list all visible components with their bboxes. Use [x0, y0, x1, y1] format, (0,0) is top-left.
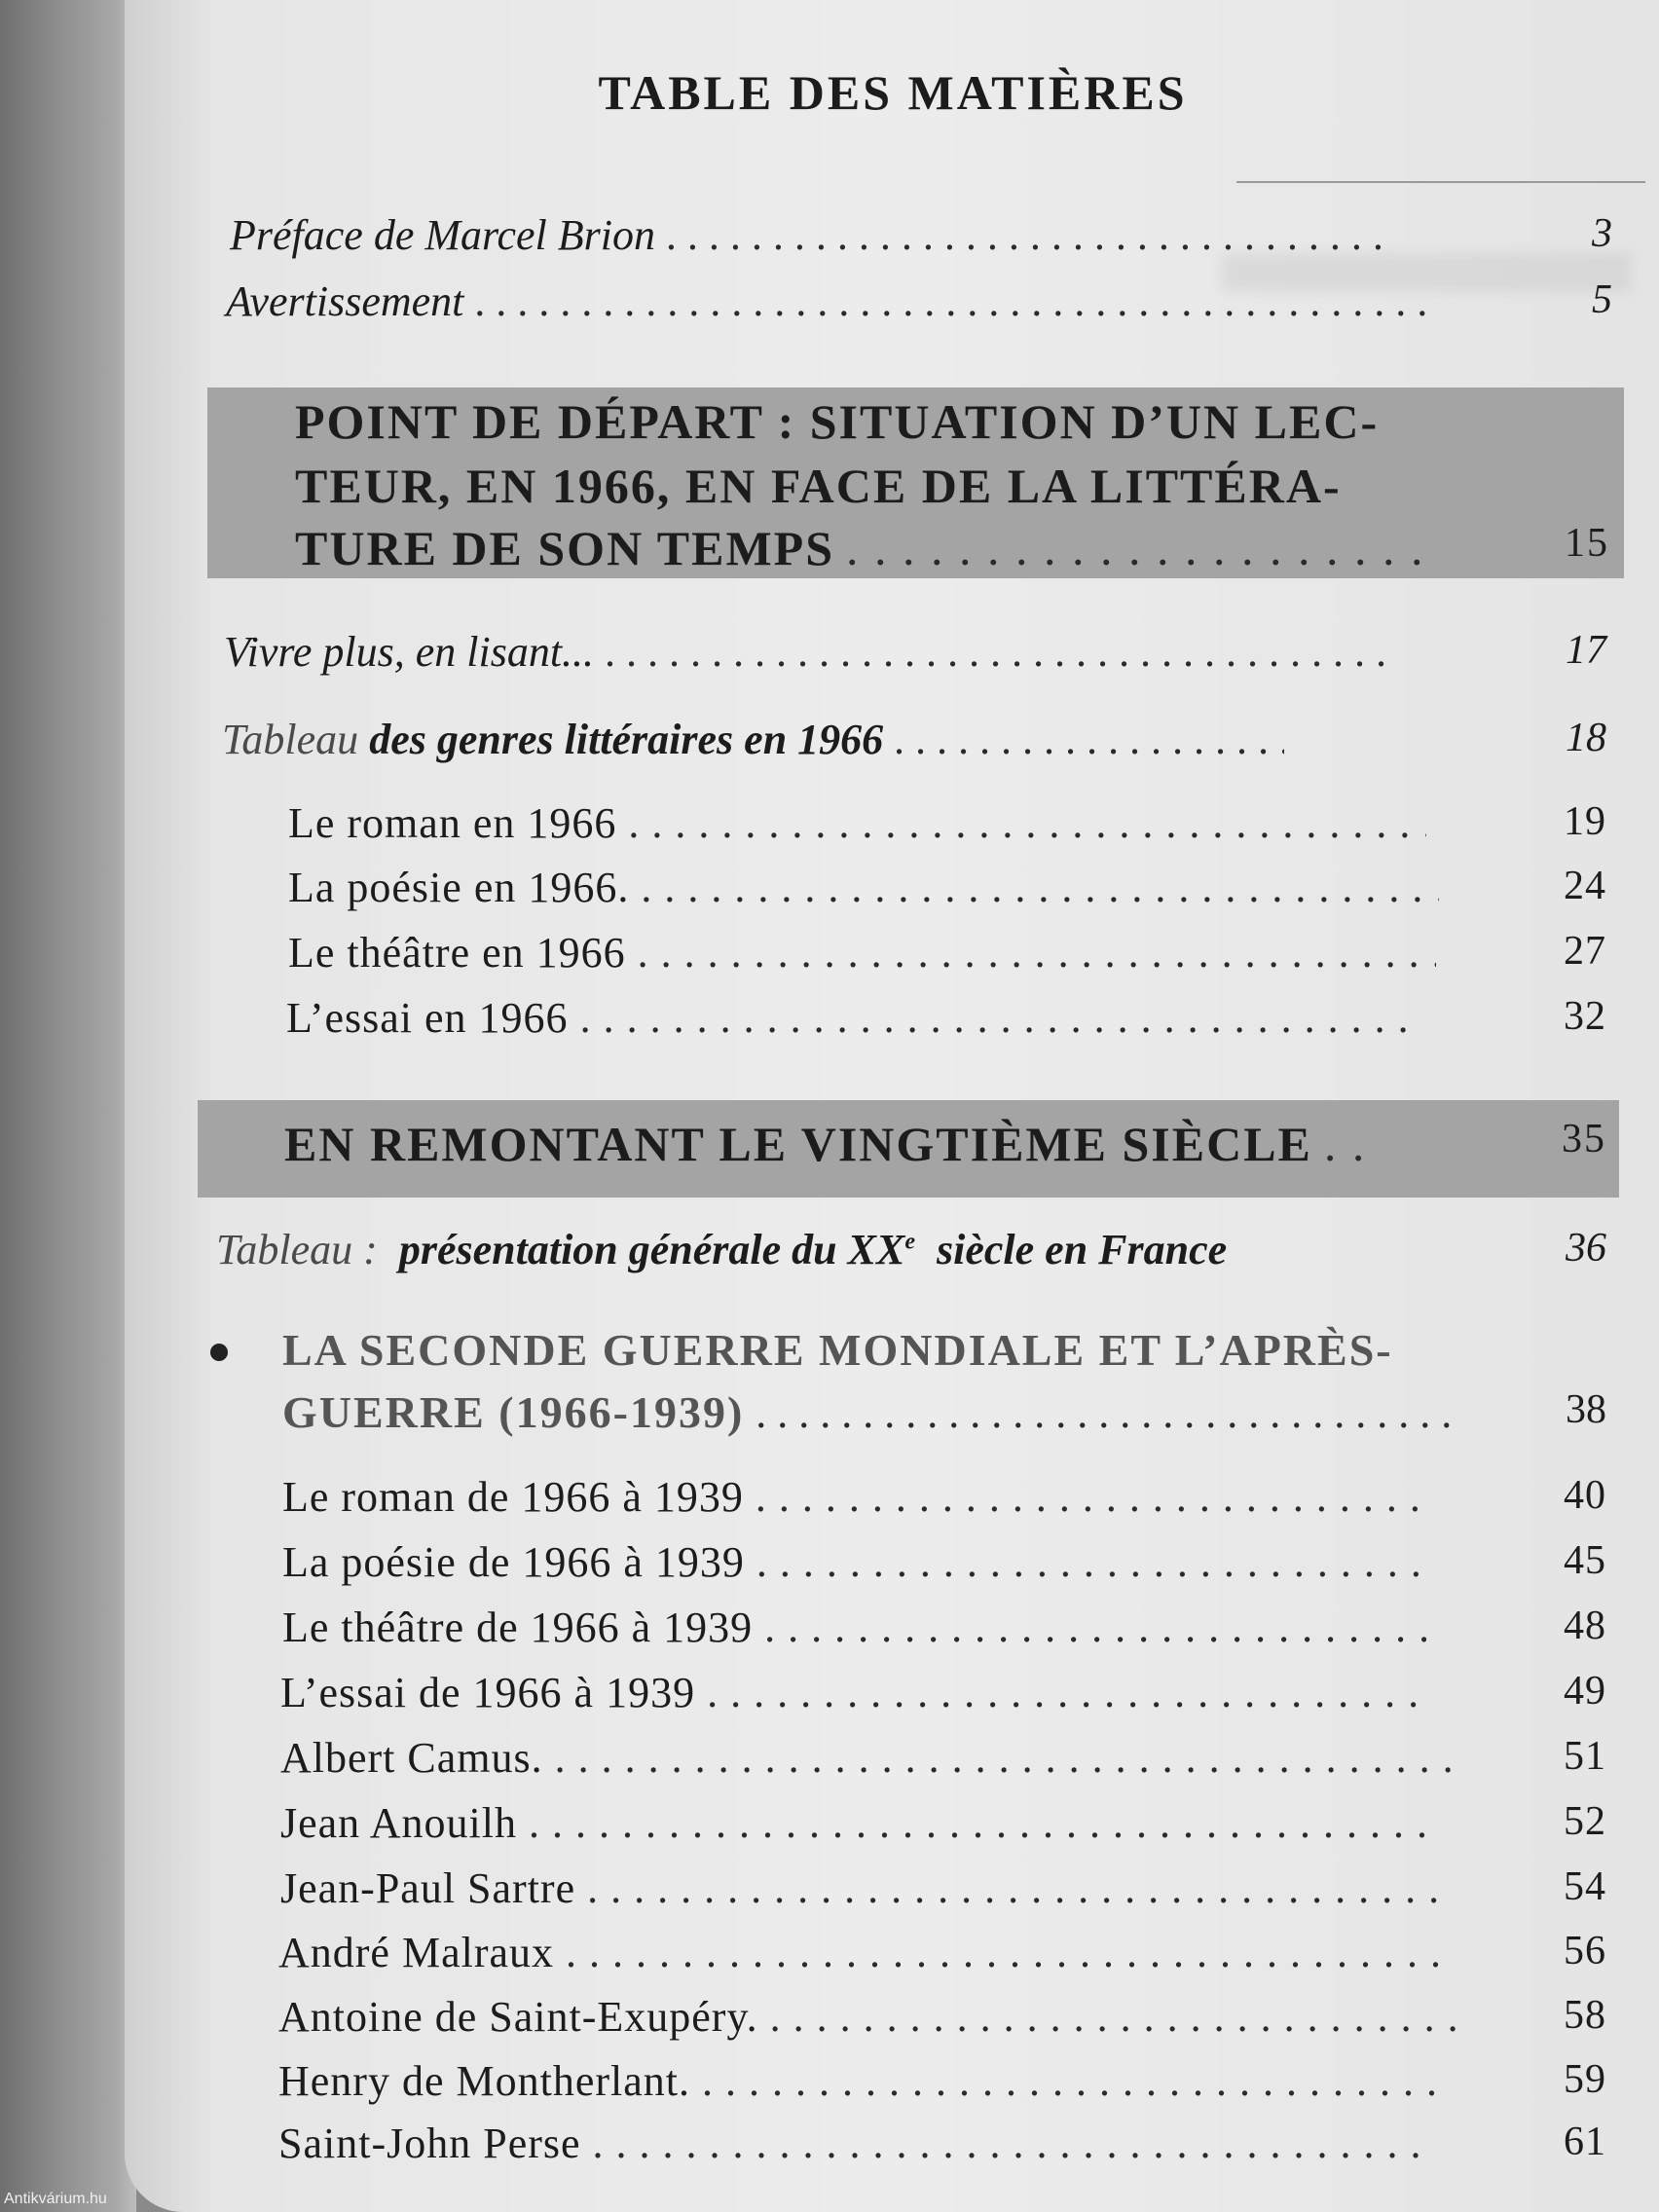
leader-dots [580, 993, 1418, 1043]
toc-label [216, 1225, 1227, 1274]
leader-dots [1324, 1116, 1382, 1172]
page-title [0, 64, 1659, 121]
toc-entry-essai-1939 [280, 1668, 1606, 1717]
page-number: 5 [1592, 277, 1612, 322]
section-heading-vingtieme [284, 1116, 1606, 1172]
book-spine-edge [0, 0, 136, 2212]
toc-label: Le théâtre en 1966 [288, 929, 626, 977]
toc-label [222, 715, 883, 764]
toc-label: TURE DE SON TEMPS [295, 521, 835, 575]
toc-label: Antoine de Saint-Exupéry. [278, 1993, 758, 2041]
page-number: 32 [1564, 994, 1606, 1039]
toc-entry-tableau-genres [222, 715, 1606, 764]
toc-entry-tableau-xxe [216, 1225, 1606, 1274]
page-number: 19 [1564, 799, 1606, 844]
leader-dots [529, 1798, 1424, 1848]
toc-label: La poésie de 1966 à 1939 [282, 1538, 745, 1586]
tableau-prefix: Tableau [222, 716, 359, 763]
leader-dots [770, 1992, 1471, 2042]
toc-entry-preface [230, 210, 1612, 260]
tableau-title: des genres littéraires en 1966 [369, 716, 884, 763]
page-number: 24 [1564, 864, 1606, 908]
section-heading-line-2: TEUR, EN 1966, EN FACE DE LA LITTÉRA- [295, 459, 1342, 513]
leader-dots [606, 627, 1384, 677]
leader-dots [846, 520, 1430, 576]
toc-label: André Malraux [278, 1929, 555, 1976]
toc-entry-camus [280, 1733, 1606, 1783]
page-number: 35 [1562, 1117, 1606, 1161]
toc-label: Vivre plus, en lisant... [224, 628, 595, 676]
leader-dots [756, 1388, 1456, 1438]
leader-dots [587, 1863, 1444, 1913]
page-number: 59 [1564, 2057, 1606, 2102]
tableau-prefix: Tableau : [216, 1226, 378, 1273]
toc-entry-theatre-1939 [282, 1603, 1606, 1652]
toc-entry-roman-1966 [288, 798, 1606, 848]
toc-label: L’essai en 1966 [286, 994, 569, 1042]
faint-rule [1236, 181, 1645, 183]
page-number: 51 [1564, 1734, 1606, 1779]
toc-entry-essai-1966 [286, 993, 1606, 1043]
toc-label: Albert Camus. [280, 1734, 543, 1782]
page-number: 40 [1564, 1473, 1606, 1518]
leader-dots [764, 1603, 1426, 1652]
tableau-title: présentation générale du XX [398, 1226, 905, 1273]
leader-dots [702, 2056, 1442, 2106]
watermark: Antikvárium.hu [4, 2191, 107, 2207]
page-number: 52 [1564, 1799, 1606, 1844]
toc-entry-roman-1939 [282, 1472, 1606, 1522]
toc-label: L’essai de 1966 à 1939 [280, 1669, 696, 1716]
toc-label: Henry de Montherlant. [278, 2057, 690, 2105]
leader-dots [707, 1668, 1427, 1717]
page-number: 61 [1564, 2120, 1606, 2164]
page-number: 45 [1564, 1538, 1606, 1583]
bullet-icon [210, 1344, 228, 1361]
section-heading-line-3 [295, 520, 1609, 576]
tableau-title-suffix: siècle en France [937, 1226, 1228, 1273]
page-number: 56 [1564, 1929, 1606, 1973]
toc-entry-poesie-1939 [282, 1537, 1606, 1587]
toc-label: GUERRE (1966-1939) [282, 1387, 745, 1437]
toc-label: La poésie en 1966. [288, 864, 630, 911]
page-number: 38 [1566, 1387, 1606, 1432]
toc-label: Jean-Paul Sartre [280, 1864, 576, 1912]
toc-entry-anouilh [280, 1798, 1606, 1848]
leader-dots [641, 863, 1439, 912]
toc-entry-saint-exupery [278, 1992, 1606, 2042]
page-number: 36 [1566, 1226, 1606, 1271]
toc-entry-saint-john-perse [278, 2119, 1606, 2168]
leader-dots [555, 1733, 1451, 1783]
toc-entry-avertissement [226, 276, 1612, 326]
page-number: 49 [1564, 1669, 1606, 1714]
toc-entry-sartre [280, 1863, 1606, 1913]
toc-label: Le roman de 1966 à 1939 [282, 1473, 744, 1521]
toc-label: Saint-John Perse [278, 2120, 581, 2167]
section-heading-line-1: POINT DE DÉPART : SITUATION D’UN LEC- [295, 394, 1380, 449]
toc-entry-malraux [278, 1928, 1606, 1977]
page-number: 48 [1564, 1604, 1606, 1648]
page-number: 54 [1564, 1864, 1606, 1909]
toc-entry-vivre-plus [224, 627, 1606, 677]
toc-label: Jean Anouilh [280, 1799, 517, 1847]
toc-entry-theatre-1966 [288, 928, 1606, 977]
toc-entry-montherlant [278, 2056, 1606, 2106]
toc-entry-poesie-1966 [288, 863, 1606, 912]
subsection-heading-line-1: LA SECONDE GUERRE MONDIALE ET L’APRÈS- [282, 1325, 1393, 1375]
page-number: 18 [1566, 716, 1606, 760]
leader-dots [628, 798, 1426, 848]
leader-dots [895, 715, 1284, 764]
page-number: 15 [1565, 521, 1609, 566]
toc-label: EN REMONTANT LE VINGTIÈME SIÈCLE [284, 1117, 1312, 1171]
leader-dots [475, 276, 1439, 326]
page-number: 3 [1592, 211, 1612, 256]
toc-label: Le théâtre de 1966 à 1939 [282, 1604, 754, 1651]
subsection-heading-line-2 [282, 1386, 1606, 1438]
leader-dots [756, 1472, 1418, 1522]
page-number: 17 [1566, 628, 1606, 673]
page-number: 27 [1564, 929, 1606, 974]
page-title-text: TABLE DES MATIÈRES [598, 65, 1188, 120]
tableau-superscript: e [904, 1229, 915, 1255]
leader-dots [566, 1928, 1442, 1977]
toc-label: Préface de Marcel Brion [230, 211, 655, 259]
leader-dots [756, 1537, 1419, 1587]
leader-dots [667, 210, 1387, 260]
toc-label: Le roman en 1966 [288, 799, 617, 847]
toc-label: Avertissement [226, 277, 464, 325]
leader-dots [593, 2119, 1430, 2168]
leader-dots [638, 928, 1436, 977]
page-number: 58 [1564, 1993, 1606, 2038]
